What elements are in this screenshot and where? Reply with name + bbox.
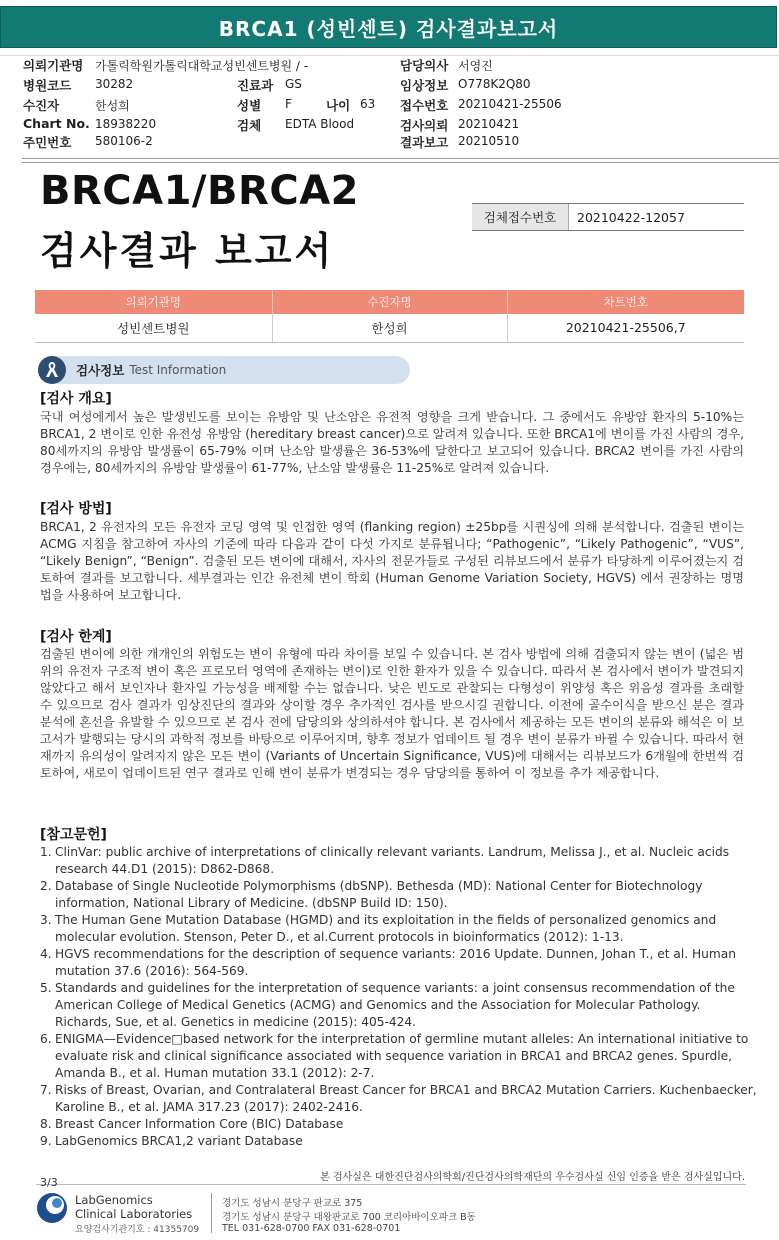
reference-item: 1. ClinVar: public archive of interpretations of clinically relevant variants. Landrum, Melissa J., et al. Nucleic acids research 44.D1 (2015): D862-D868. — [40, 845, 730, 876]
hospital-code-label: 병원코드 — [23, 78, 72, 93]
doctor-label: 담당의사 — [400, 58, 449, 73]
section-title-ko: 검사정보 — [76, 363, 125, 378]
overview-heading: [검사 개요] — [40, 391, 112, 407]
age-label: 나이 — [326, 98, 351, 113]
limits-heading: [검사 한계] — [40, 629, 112, 645]
dept-label: 진료과 — [237, 78, 274, 93]
specimen-receipt-value: 20210422-12057 — [577, 209, 685, 225]
references-heading: [참고문헌] — [40, 827, 107, 843]
patient-label: 수진자 — [23, 98, 60, 113]
institution-label: 의뢰기관명 — [23, 58, 84, 73]
receipt-label: 접수번호 — [400, 98, 449, 113]
rrn-value: 580106-2 — [95, 134, 153, 148]
reference-item: 7. Risks of Breast, Ovarian, and Contralateral Breast Cancer for BRCA1 and BRCA2 Mutation Carriers. Kuchenbaecker, Karoline B., et al. JAMA 317.23 (2017): 2402-2416. — [40, 1083, 757, 1114]
table-header: 차트번호 — [507, 290, 744, 314]
footer-vertical-divider — [211, 1193, 212, 1233]
report-title: BRCA1 (성빈센트) 검사결과보고서 — [218, 16, 559, 41]
footer-divider — [36, 1184, 746, 1185]
specimen-label: 검체 — [237, 118, 262, 133]
sex-value: F — [285, 97, 292, 111]
references-list — [40, 844, 760, 1150]
rrn-label: 주민번호 — [23, 135, 72, 150]
request-label: 검사의뢰 — [400, 118, 449, 133]
overview-text: 국내 여성에게서 높은 발생빈도를 보이는 유방암 및 난소암은 유전적 영향을 크게 받습니다. 그 중에서도 유방암 환자의 5-10%는 BRCA1, 2 변이로 인한 유전성 유방암 (hereditary breast cancer)으로 알려져 있습니다. 또한 BRCA1에 변이를 가진 사람의 경우, 80세까지의 유방암 발생률이 65-79% 이며 난소암 발생률은 36-53%에 달한다고 보고되어 있습니다. BRCA2 변이를 가진 사람의 경우에는, 80세까지의 유방암 발생률이 61-77%, 난소암 발생률은 11-25%로 알려져 있습니다. — [40, 410, 744, 475]
table-cell: 20210421-25506,7 — [507, 314, 744, 342]
report-date-label: 결과보고 — [400, 135, 449, 150]
table-row — [35, 314, 744, 342]
table-header: 수진자명 — [272, 290, 507, 314]
divider — [22, 158, 779, 159]
reference-item: 6. ENIGMA—Evidence□based network for the interpretation of germline mutant alleles: An international initiative to evaluate risk and clinical significance associated with sequence variation in BRCA1 and BRCA2 genes. Spurdle, Amanda B., et al. Human mutation 33.1 (2012): 2-7. — [40, 1032, 749, 1080]
patient-info-block — [0, 52, 779, 162]
reference-item: 9. LabGenomics BRCA1,2 variant Database — [40, 1134, 303, 1148]
report-heading-line1: BRCA1/BRCA2 — [40, 168, 359, 214]
specimen-receipt-label: 검체접수번호 — [472, 204, 569, 230]
report-title-bar — [0, 6, 777, 48]
section-header-pill — [38, 356, 410, 384]
method-heading: [검사 방법] — [40, 501, 112, 517]
hospital-code-value: 30282 — [95, 77, 134, 91]
reference-item: 3. The Human Gene Mutation Database (HGMD) and its exploitation in the fields of personalized genomics and molecular evolution. Stenson, Peter D., et al.Current protocols in bioinformatics (2012): 1-13. — [40, 913, 717, 944]
company-name: LabGenomics — [75, 1193, 153, 1207]
clinical-value: O778K2Q80 — [458, 77, 531, 91]
page-number: 3/3 — [40, 1176, 58, 1189]
certification-note: 본 검사실은 대한진단검사의학회/진단검사의학재단의 우수검사실 신임 인증을 받은 검사실입니다. — [320, 1172, 745, 1183]
info-table — [35, 290, 744, 343]
divider — [22, 162, 779, 163]
reference-item: 2. Database of Single Nucleotide Polymorphisms (dbSNP). Bethesda (MD): National Center for Biotechnology information, National Library of Medicine. (dbSNP Build ID: 150). — [40, 879, 703, 910]
address-line2: 경기도 성남시 분당구 대왕판교로 700 코리아바이오파크 B동 — [222, 1212, 476, 1223]
table-cell: 한성희 — [272, 314, 507, 342]
chart-value: 18938220 — [95, 117, 157, 131]
reference-item: 4. HGVS recommendations for the description of sequence variants: 2016 Update. Dunnen, Johan T., et al. Human mutation 37.6 (2016): 564-569. — [40, 947, 736, 978]
age-value: 63 — [360, 97, 376, 111]
doctor-value: 서영진 — [458, 59, 493, 73]
section-title-en: Test Information — [129, 363, 227, 377]
clinical-label: 임상정보 — [400, 78, 449, 93]
report-date-value: 20210510 — [458, 134, 520, 148]
address-line1: 경기도 성남시 분당구 판교로 375 — [222, 1198, 363, 1209]
company-code: 요양검사기관기호 : 41355709 — [75, 1225, 200, 1235]
institution-value: 가톨릭학원가톨릭대학교성빈센트병원 / - — [95, 59, 309, 73]
receipt-value: 20210421-25506 — [458, 97, 562, 111]
reference-item: 8. Breast Cancer Information Core (BIC) Database — [40, 1117, 344, 1131]
table-cell: 성빈센트병원 — [35, 314, 272, 342]
company-subname: Clinical Laboratories — [75, 1207, 193, 1221]
address-line3: TEL 031-628-0700 FAX 031-628-0701 — [222, 1223, 401, 1234]
dept-value: GS — [285, 77, 302, 91]
labgenomics-logo-icon — [36, 1192, 68, 1224]
specimen-receipt-box — [472, 203, 744, 231]
method-text: BRCA1, 2 유전자의 모든 유전자 코딩 영역 및 인접한 영역 (flanking region) ±25bp를 시퀀싱에 의해 분석합니다. 검출된 변이는 ACMG 지침을 참고하여 자사의 기준에 따라 다음과 같이 다섯 가지로 분류됩니다; “Pathogenic”, “Likely Pathogenic”, “VUS”, “Likely Benign”, “Benign”. 검출된 모든 변이에 대해서, 자사의 전문가들로 구성된 리뷰보드에서 분류가 타당하게 이루어졌는지 검토하여 결과를 보고합니다. 세부결과는 인간 유전체 변이 학회 (Human Genome Variation Society, HGVS) 에서 권장하는 명명법을 사용하여 보고합니다. — [40, 520, 744, 602]
sex-label: 성별 — [237, 98, 262, 113]
reference-item: 5. Standards and guidelines for the interpretation of sequence variants: a joint consensus recommendation of the American College of Medical Genetics (ACMG) and Genomics and the Association for Molecular Pathology. Richards, Sue, et al. Genetics in medicine (2015): 405-424. — [40, 981, 735, 1029]
specimen-value: EDTA Blood — [285, 117, 355, 131]
ribbon-icon — [38, 356, 66, 384]
report-heading-line2: 검사결과 보고서 — [40, 229, 335, 273]
table-header: 의뢰기관명 — [35, 290, 272, 314]
limits-text: 검출된 변이에 의한 개개인의 위험도는 변이 유형에 따라 차이를 보일 수 있습니다. 본 검사 방법에 의해 검출되지 않는 변이 (넓은 범위의 유전자 구조적 변이 혹은 프로모터 영역에 존재하는 변이)로 인한 환자가 있을 수 있습니다. 따라서 본 검사에서 변이가 발견되지 않았다고 해서 보인자나 환자일 가능성을 배제할 수는 없습니다. 낮은 빈도로 관찰되는 다형성이 위양성 혹은 위음성 결과를 초래할 수 있으므로 검사 결과가 임상진단의 결과와 상이할 경우 추가적인 검사를 받으시길 권합니다. 이전에 골수이식을 받으신 분은 결과 분석에 혼선을 유발할 수 있으므로 본 검사 전에 담당의와 상의하셔야 합니다. 본 검사에서 제공하는 모든 변이의 분류와 해석은 이 보고서가 발행되는 당시의 과학적 정보를 바탕으로 이루어지며, 향후 정보가 업데이트 될 경우 변이 분류가 바뀔 수 있습니다. 따라서 현재까지 유의성이 알려지지 않은 모든 변이 (Variants of Uncertain Significance, VUS)에 대해서는 리뷰보드가 6개월에 한번씩 검토하여, 새로이 업데이트된 연구 결과로 인해 변이 분류가 변경되는 경우 담당의를 통하여 이 정보를 추가 제공합니다. — [40, 647, 744, 780]
table-header-row — [35, 290, 744, 314]
request-value: 20210421 — [458, 117, 520, 131]
chart-label: Chart No. — [23, 116, 90, 131]
patient-value: 한성희 — [95, 99, 130, 113]
